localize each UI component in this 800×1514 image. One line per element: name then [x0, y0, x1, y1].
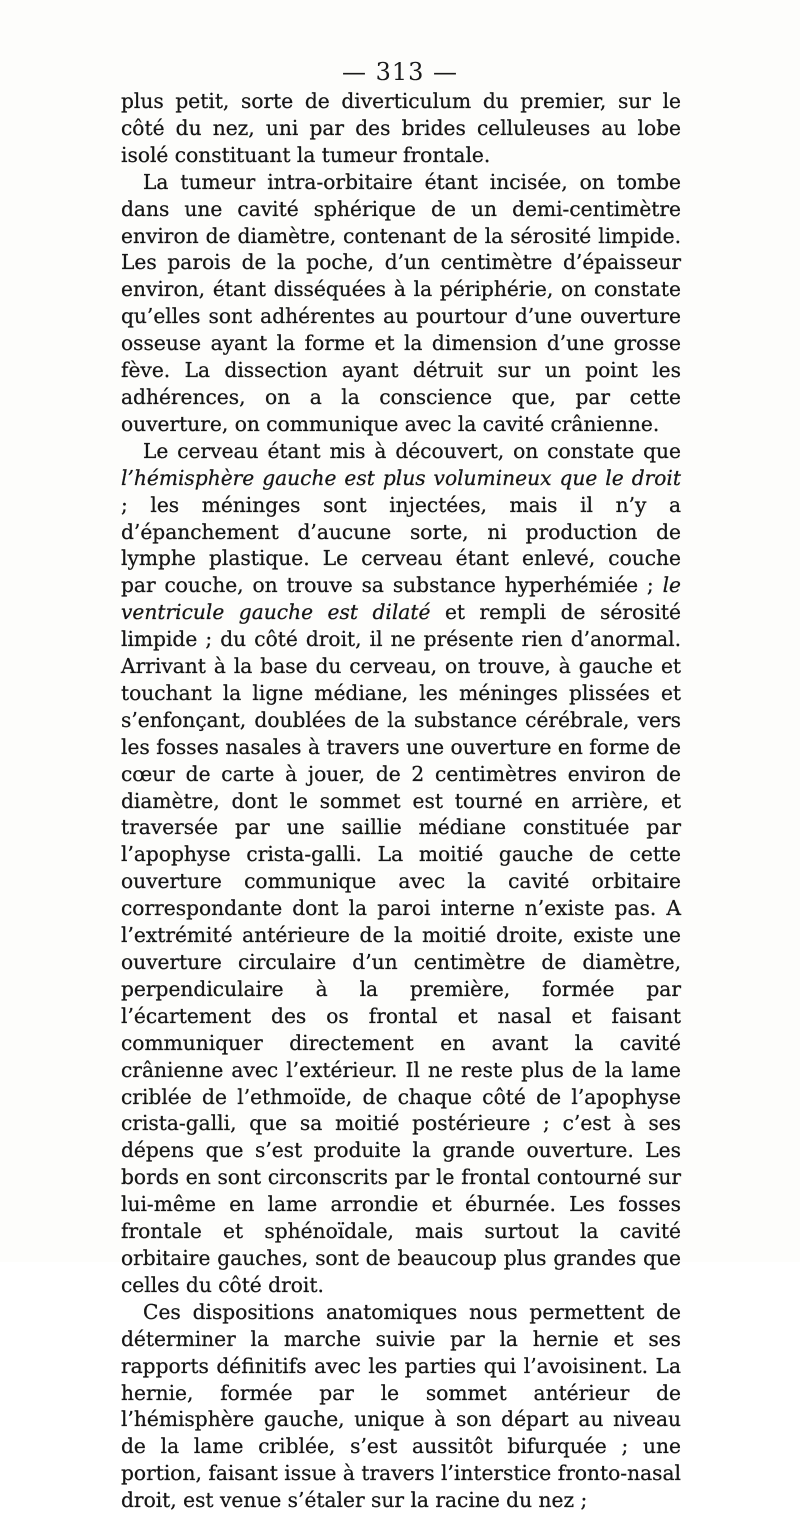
text-run: et rempli de sérosité limpide ; du côté droit, il ne présente rien d’anormal. Arrivant à la base du cerveau, on trouve, à gauche et touchant la ligne médiane, les méninges plissées et s’enfonçant, doublées de la substance cérébrale, vers les fosses nasales à travers une ouverture en forme de cœur de carte à jouer, de 2 centimètres environ de diamètre, dont le sommet est tourné en arrière, et traversée par une saillie médiane constituée par l’apophyse crista-galli. La moitié gauche de cette ouverture communique avec la cavité orbitaire correspondante dont la paroi interne n’existe pas. A l’extrémité antérieure de la moitié droite, existe une ouverture circulaire d’un centimètre de diamètre, perpendiculaire à la première, formée par l’écartement des os frontal et nasal et faisant communiquer directement en avant la cavité crânienne avec l’extérieur. Il ne reste plus de la lame criblée de l’ethmoïde, de chaque côté de l’apophyse crista-galli, que sa moitié postérieure ; c’est à ses dépens que s’est produite la grande ouverture. Les bords en sont circonscrits par le frontal contourné sur lui-même en lame arrondie et éburnée. Les fosses frontale et sphénoïdale, mais surtout la cavité orbitaire gauches, sont de beaucoup plus grandes que celles du côté droit.	[121, 600, 681, 1297]
page-number: — 313 —	[341, 58, 459, 86]
text-run: La tumeur intra-orbitaire étant incisée, on tombe dans une cavité sphérique de un demi-centimètre environ de diamètre, contenant de la sérosité limpide. Les parois de la poche, d’un centimètre d’épaisseur environ, étant disséquées à la périphérie, on constate qu’elles sont adhérentes au pourtour d’une ouverture osseuse ayant la forme et la dimension d’une grosse fève. La dissection ayant détruit sur un point les adhérences, on a la conscience que, par cette ouverture, on communique avec la cavité crânienne.	[121, 169, 681, 436]
text-run: Le cerveau étant mis à découvert, on constate que	[143, 438, 681, 463]
body-text	[121, 88, 681, 1514]
text-run: plus petit, sorte de diverticulum du premier, sur le côté du nez, uni par des brides celluleuses au lobe isolé constituant la tumeur frontale.	[121, 89, 681, 167]
italic-phrase: l’hémisphère gauche est plus volumineux que le droit	[121, 465, 681, 490]
paragraph	[121, 438, 681, 1299]
paragraph	[121, 88, 681, 169]
text-run: Ces dispositions anatomiques nous permettent de déterminer la marche suivie par la hernie et ses rapports définitifs avec les parties qui l’avoisinent. La hernie, formée par le sommet antérieur de l’hémisphère gauche, unique à son départ au niveau de la lame criblée, s’est aussitôt bifurquée ; une portion, faisant issue à travers l’interstice fronto-nasal droit, est venue s’étaler sur la racine du nez ;	[121, 1299, 681, 1513]
italic-phrase: le ventricule gauche est dilaté	[121, 573, 681, 625]
paragraph	[121, 1299, 681, 1514]
paragraph	[121, 169, 681, 438]
text-run: ; les méninges sont injectées, mais il n’y a d’épanchement d’aucune sorte, ni production de lymphe plastique. Le cerveau étant enlevé, couche par couche, on trouve sa substance hyperhémiée ;	[121, 492, 681, 598]
